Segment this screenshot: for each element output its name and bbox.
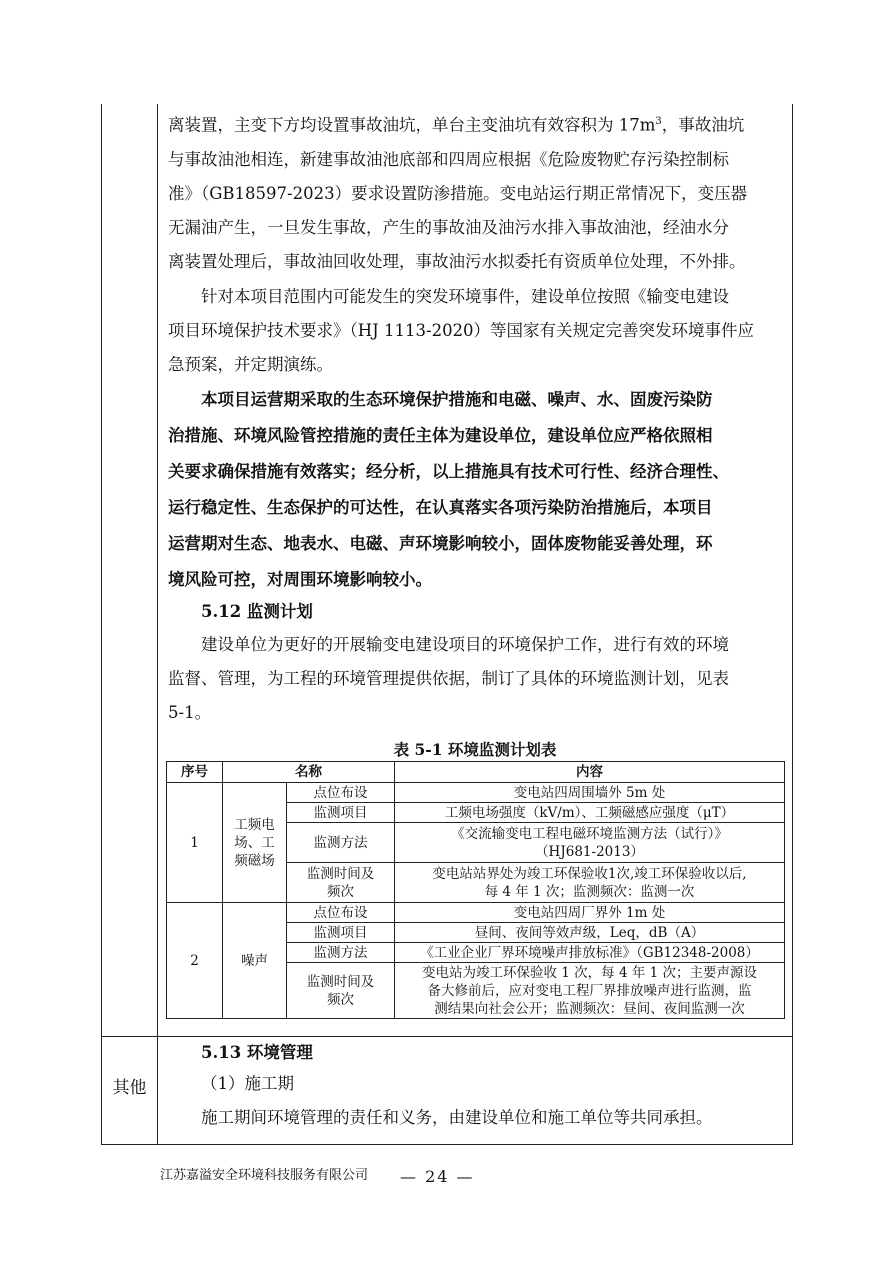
section-heading-5-13: 5.13 环境管理 [201, 1043, 313, 1062]
management-text [168, 1067, 782, 1135]
paragraph-line: 关要求确保措施有效落实；经分析，以上措施具有技术可行性、经济合理性、 [168, 462, 729, 481]
group-name-line: 场、工 [234, 834, 275, 851]
content-cell: 变电站四周厂界外 1m 处 [395, 903, 785, 923]
paragraph-line: 境风险可控，对周围环境影响较小。 [168, 570, 432, 589]
content-cell [395, 863, 785, 903]
measures-content [158, 104, 792, 1036]
item-cell: 监测方法 [287, 943, 395, 963]
content-line: 每 4 年 1 次；监测频次：监测一次 [484, 883, 695, 900]
item-cell: 点位布设 [287, 903, 395, 923]
conclusion-paragraph [168, 382, 782, 598]
content-cell: 昼间、夜间等效声级，Leq，dB（A） [395, 923, 785, 943]
item-line: 监测时间及 [306, 973, 375, 990]
item-cell: 监测项目 [287, 803, 395, 823]
table-row [167, 903, 785, 923]
paragraph-line: 运营期对生态、地表水、电磁、声环境影响较小，固体废物能妥善处理，环 [168, 534, 713, 553]
paragraph-line: 与事故油池相连，新建事故油池底部和四周应根据《危险废物贮存污染控制标 [168, 149, 729, 169]
paragraph-line: 运行稳定性、生态保护的可达性，在认真落实各项污染防治措施后，本项目 [168, 498, 713, 517]
paragraph-line: 准》（GB18597-2023）要求设置防渗措施。变电站运行期正常情况下，变压器 [168, 183, 748, 203]
content-line: 《交流输变电工程电磁环境监测方法（试行）》 [451, 825, 728, 842]
item-line: 频次 [327, 883, 354, 900]
content-line: 备大修前后，应对变电工程厂界排放噪声进行监测，监 [427, 982, 752, 999]
paragraph-line: 本项目运营期采取的生态环境保护措施和电磁、噪声、水、固废污染防 [201, 390, 713, 409]
table-row [167, 783, 785, 803]
paragraph-line: 无漏油产生，一旦发生事故，产生的事故油及油污水排入事故油池，经油水分 [168, 217, 729, 237]
paragraph-line: 针对本项目范围内可能发生的突发环境事件，建设单位按照《输变电建设 [201, 287, 729, 306]
emergency-plan-paragraph [168, 280, 782, 382]
table-header-row [167, 762, 785, 783]
item-cell: 监测项目 [287, 923, 395, 943]
content-cell [395, 963, 785, 1019]
item-cell: 点位布设 [287, 783, 395, 803]
paragraph-line: 离装置，主变下方均设置事故油坑，单台主变油坑有效容积为 $17m^3$，事故油坑 [168, 115, 745, 135]
paragraph-line: 急预案，并定期演练。 [168, 355, 333, 374]
content-line: 变电站站界处为竣工环保验收1次,竣工环保验收以后, [432, 865, 747, 882]
other-row [102, 1037, 792, 1144]
row-label-cell [102, 104, 158, 1036]
footer-company: 江苏嘉溢安全环境科技服务有限公司 [160, 1168, 369, 1183]
monitoring-plan-table [166, 761, 785, 1019]
paragraph-line: 建设单位为更好的开展输变电建设项目的环境保护工作，进行有效的环境 [201, 635, 729, 654]
subsection-heading: （1）施工期 [201, 1074, 294, 1093]
other-label: 其他 [112, 1078, 147, 1098]
paragraph-line: 项目环境保护技术要求》（HJ 1113-2020）等国家有关规定完善突发环境事件应 [168, 321, 755, 340]
header-no: 序号 [167, 762, 223, 783]
group-number: 2 [167, 903, 223, 1019]
content-line: 变电站为竣工环保验收 1 次，每 4 年 1 次；主要声源设 [421, 964, 757, 981]
accident-oil-paragraph [168, 105, 782, 279]
table-caption: 表 5-1 环境监测计划表 [393, 740, 557, 759]
item-line: 频次 [327, 991, 354, 1008]
item-line: 监测时间及 [306, 865, 375, 882]
document-table-frame [101, 104, 793, 1145]
section-heading-5-12: 5.12 监测计划 [201, 602, 313, 621]
row-label-cell [102, 1037, 158, 1144]
content-line: （HJ681-2013） [535, 843, 644, 860]
content-cell: 《工业企业厂界环境噪声排放标准》（GB12348-2008） [395, 943, 785, 963]
paragraph-line: 监督、管理，为工程的环境管理提供依据，制订了具体的环境监测计划，见表 [168, 669, 729, 688]
content-cell: 工频电场强度（kV/m）、工频磁感应强度（μT） [395, 803, 785, 823]
content-line: 测结果向社会公开；监测频次：昼间、夜间监测一次 [434, 1000, 745, 1017]
group-number: 1 [167, 783, 223, 903]
content-cell [395, 823, 785, 863]
monitoring-plan-paragraph [168, 628, 782, 730]
paragraph-line: 离装置处理后，事故油回收处理，事故油污水拟委托有资质单位处理，不外排。 [168, 251, 746, 271]
item-cell [287, 863, 395, 903]
paragraph-line: 5-1。 [168, 703, 212, 722]
other-content [158, 1037, 792, 1144]
group-name-line: 工频电 [234, 816, 275, 833]
header-name: 名称 [223, 762, 395, 783]
item-cell [287, 963, 395, 1019]
paragraph-line: 治措施、环境风险管控措施的责任主体为建设单位，建设单位应严格依照相 [168, 426, 713, 445]
group-name-line: 频磁场 [234, 852, 275, 869]
content-cell: 变电站四周围墙外 5m 处 [395, 783, 785, 803]
group-name: 噪声 [223, 903, 287, 1019]
paragraph-line: 施工期间环境管理的责任和义务，由建设单位和施工单位等共同承担。 [201, 1108, 713, 1127]
measures-row [102, 104, 792, 1037]
header-content: 内容 [395, 762, 785, 783]
page-number: — 24 — [400, 1167, 475, 1186]
item-cell: 监测方法 [287, 823, 395, 863]
group-name [223, 783, 287, 903]
